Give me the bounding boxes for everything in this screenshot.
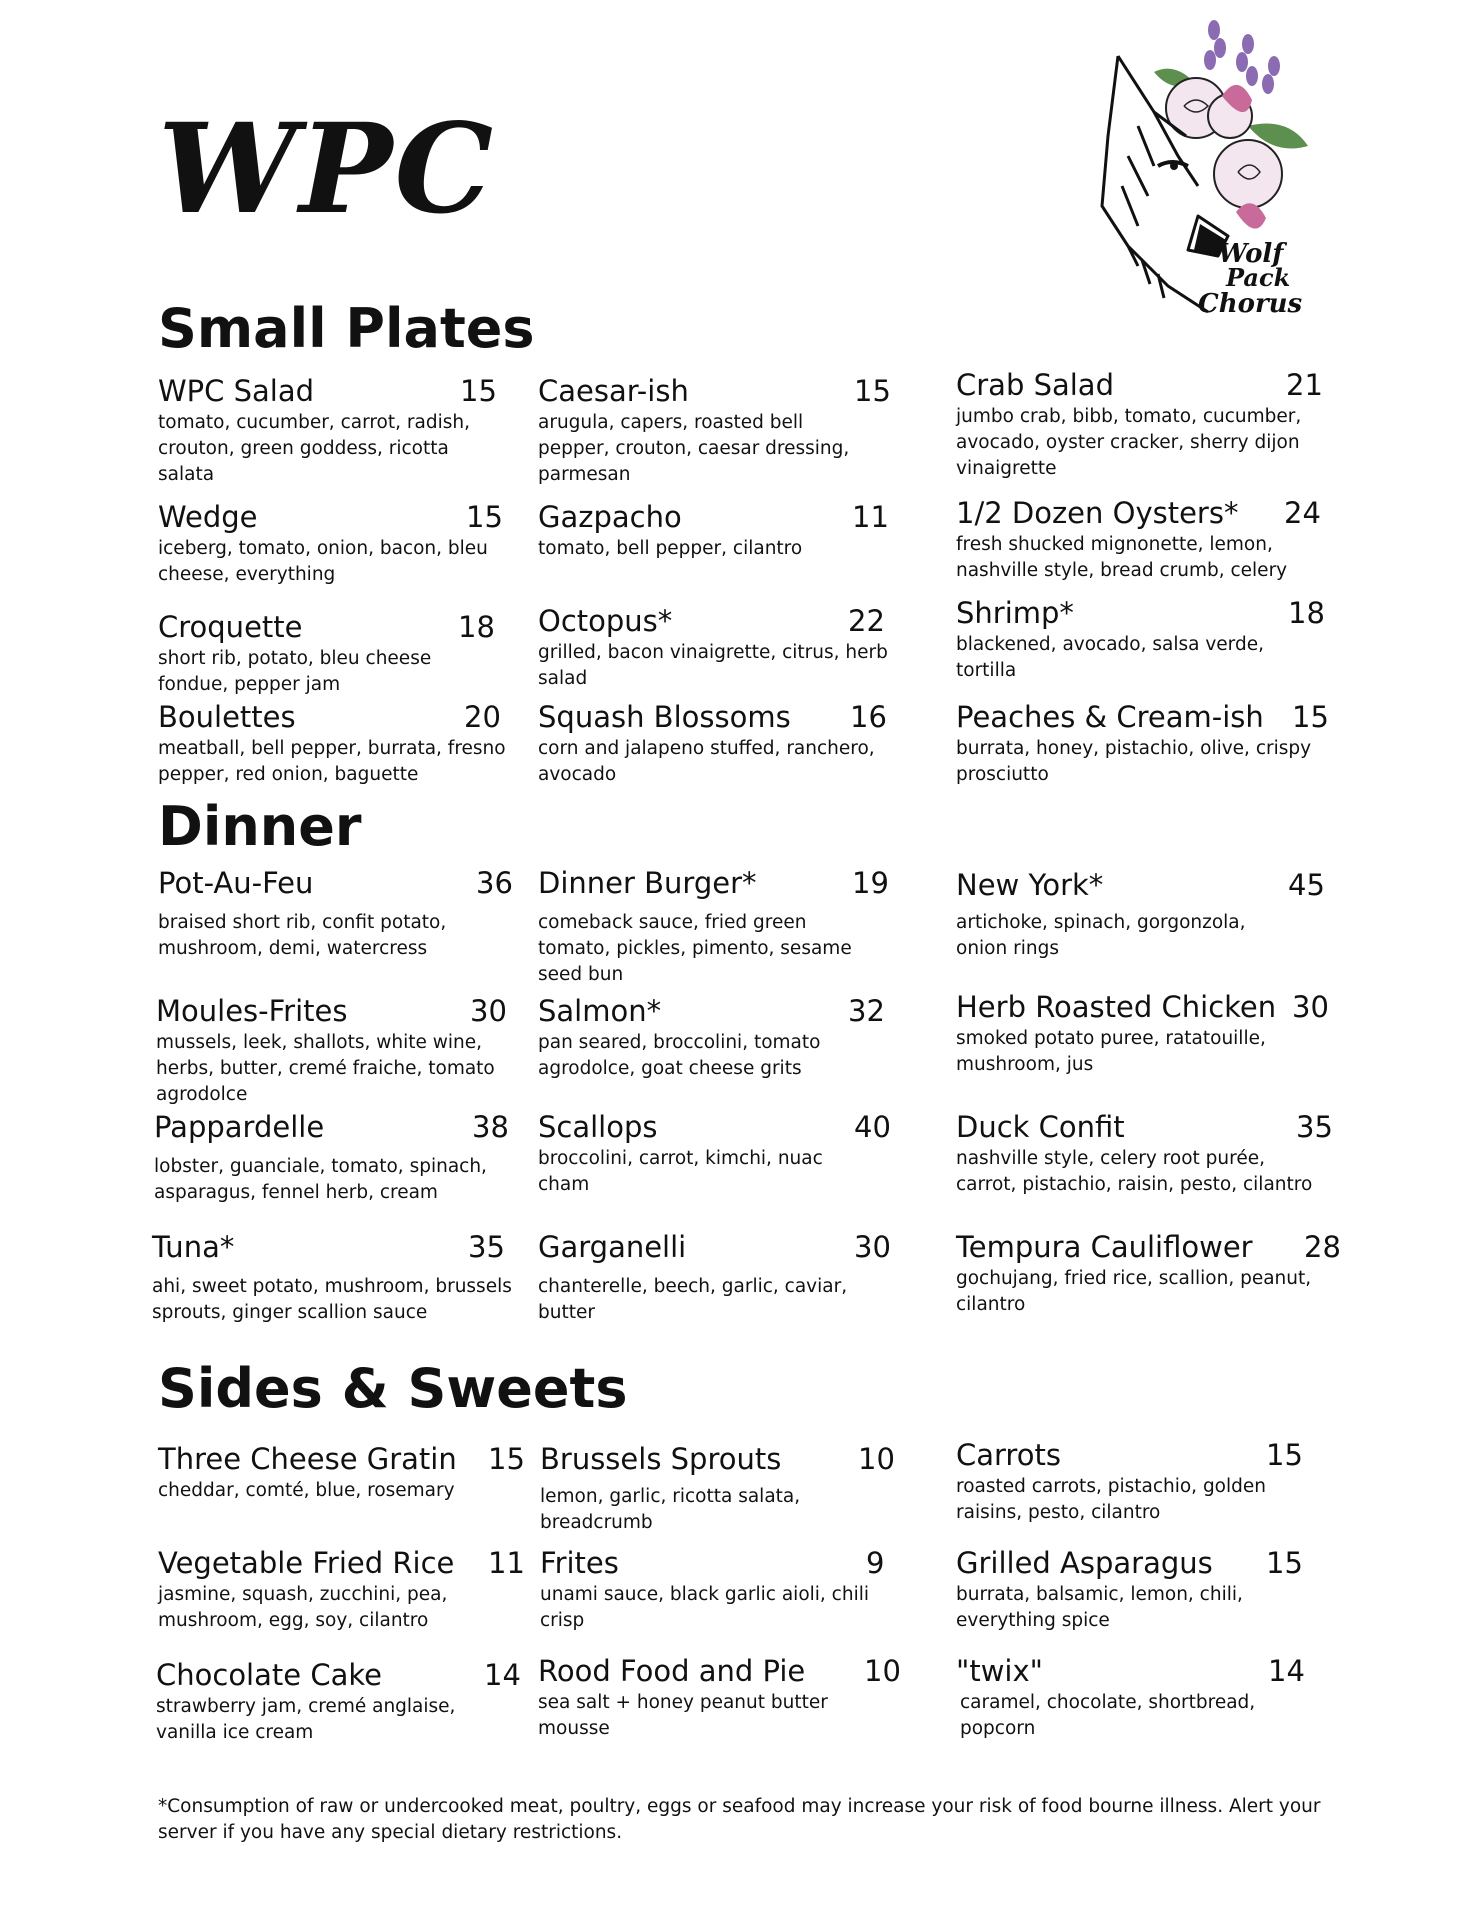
item-price: 30 <box>470 994 507 1028</box>
item-name: Shrimp* <box>956 596 1074 630</box>
item-name: WPC Salad <box>158 374 315 408</box>
item-description: mussels, leek, shallots, white wine, herbs, butter, cremé fraiche, tomato agrodolce <box>156 1032 495 1105</box>
item-name: 1/2 Dozen Oysters* <box>956 496 1239 530</box>
item-price: 28 <box>1304 1230 1341 1264</box>
item-name: Pappardelle <box>154 1110 325 1144</box>
item-price: 21 <box>1286 368 1323 402</box>
item-name: Gazpacho <box>538 500 682 534</box>
item-name: Scallops <box>538 1110 658 1144</box>
menu-item-peaches-cream <box>956 700 1336 788</box>
menu-item-garganelli <box>538 1230 891 1326</box>
small-plates-heading: Small Plates <box>158 297 535 360</box>
item-description: jumbo crab, bibb, tomato, cucumber, avocado, oyster cracker, sherry dijon vinaigrette <box>956 406 1302 479</box>
item-name: Crab Salad <box>956 368 1114 402</box>
item-description: smoked potato puree, ratatouille, mushroom, jus <box>956 1028 1266 1075</box>
item-name: Grilled Asparagus <box>956 1546 1213 1580</box>
item-price: 15 <box>1266 1438 1303 1472</box>
item-name: Tempura Cauliflower <box>956 1230 1253 1264</box>
item-description: nashville style, celery root purée, carrot, pistachio, raisin, pesto, cilantro <box>956 1148 1313 1195</box>
item-price: 35 <box>468 1230 505 1264</box>
item-price: 19 <box>852 866 889 900</box>
item-description: ahi, sweet potato, mushroom, brussels sprouts, ginger scallion sauce <box>152 1276 512 1323</box>
menu-item-brussels-sprouts <box>540 1442 895 1536</box>
menu-item-twix <box>956 1654 1305 1742</box>
item-description: sea salt + honey peanut butter mousse <box>538 1692 828 1739</box>
item-price: 38 <box>472 1110 509 1144</box>
item-description: lemon, garlic, ricotta salata, breadcrumb <box>540 1486 801 1533</box>
item-price: 35 <box>1296 1110 1333 1144</box>
menu-item-octopus <box>538 604 898 692</box>
menu-item-rood-food-and-pie <box>538 1654 901 1742</box>
item-name: Moules-Frites <box>156 994 348 1028</box>
wolf-pack-chorus-logo <box>1098 16 1324 322</box>
wolf-flower-icon <box>1098 16 1324 322</box>
item-price: 20 <box>464 700 501 734</box>
item-price: 14 <box>1268 1654 1305 1688</box>
item-description: corn and jalapeno stuffed, ranchero, avocado <box>538 738 875 785</box>
item-name: Pot-Au-Feu <box>158 866 314 900</box>
item-description: artichoke, spinach, gorgonzola, onion rings <box>956 912 1246 959</box>
item-name: Vegetable Fried Rice <box>158 1546 455 1580</box>
item-description: gochujang, fried rice, scallion, peanut, cilantro <box>956 1268 1312 1315</box>
menu-item-scallops <box>538 1110 891 1198</box>
menu-item-wpc-salad <box>158 374 498 488</box>
item-description: short rib, potato, bleu cheese fondue, pepper jam <box>158 648 432 695</box>
dinner-heading: Dinner <box>158 795 362 858</box>
menu-item-vegetable-fried-rice <box>158 1546 528 1634</box>
item-description: blackened, avocado, salsa verde, tortilla <box>956 634 1264 681</box>
allergy-disclaimer: *Consumption of raw or undercooked meat, poultry, eggs or seafood may increase your risk of food bourne illness. Alert your server if you have any special dietary restrictions. <box>158 1796 1321 1843</box>
menu-item-carrots <box>956 1438 1303 1526</box>
item-name: Boulettes <box>158 700 296 734</box>
item-name: Frites <box>540 1546 619 1580</box>
item-name: Croquette <box>158 610 303 644</box>
sides-sweets-heading: Sides & Sweets <box>158 1357 628 1420</box>
item-description: lobster, guanciale, tomato, spinach, asparagus, fennel herb, cream <box>154 1156 487 1203</box>
menu-item-chocolate-cake <box>156 1658 521 1746</box>
item-price: 10 <box>864 1654 901 1688</box>
menu-item-tempura-cauliflower <box>956 1230 1341 1318</box>
item-price: 11 <box>852 500 889 534</box>
item-price: 18 <box>1288 596 1325 630</box>
menu-item-croquette <box>158 610 498 698</box>
item-price: 11 <box>488 1546 525 1580</box>
item-description: tomato, bell pepper, cilantro <box>538 538 803 559</box>
item-price: 22 <box>848 604 885 638</box>
menu-item-pot-au-feu <box>158 866 513 962</box>
item-price: 24 <box>1284 496 1321 530</box>
item-description: fresh shucked mignonette, lemon, nashville style, bread crumb, celery <box>956 534 1288 581</box>
item-name: Three Cheese Gratin <box>158 1442 457 1476</box>
menu-item-new-york <box>956 868 1325 962</box>
menu-item-gazpacho <box>538 500 889 562</box>
svg-text:Wolf: Wolf <box>1218 239 1284 269</box>
item-description: strawberry jam, cremé anglaise, vanilla ice cream <box>156 1696 456 1743</box>
item-price: 15 <box>460 374 497 408</box>
menu-item-shrimp <box>956 596 1325 684</box>
menu-item-tuna <box>152 1230 522 1326</box>
svg-text:Chorus: Chorus <box>1198 289 1303 319</box>
restaurant-wordmark: WPC <box>158 97 496 242</box>
item-description: iceberg, tomato, onion, bacon, bleu cheese, everything <box>158 538 488 585</box>
menu-item-wedge <box>158 500 503 588</box>
item-description: tomato, cucumber, carrot, radish, crouton, green goddess, ricotta salata <box>158 412 470 485</box>
item-name: Octopus* <box>538 604 673 638</box>
menu-item-pappardelle <box>154 1110 514 1206</box>
item-description: pan seared, broccolini, tomato agrodolce, goat cheese grits <box>538 1032 821 1079</box>
menu-item-oysters <box>956 496 1321 584</box>
menu-item-crab-salad <box>956 368 1326 482</box>
item-name: Peaches & Cream-ish <box>956 700 1264 734</box>
item-name: Rood Food and Pie <box>538 1654 806 1688</box>
item-price: 16 <box>850 700 887 734</box>
item-name: Brussels Sprouts <box>540 1442 782 1476</box>
item-price: 15 <box>1266 1546 1303 1580</box>
item-description: roasted carrots, pistachio, golden raisins, pesto, cilantro <box>956 1476 1266 1523</box>
menu-item-salmon <box>538 994 885 1082</box>
item-price: 40 <box>854 1110 891 1144</box>
menu-item-squash-blossoms <box>538 700 898 788</box>
item-description: braised short rib, confit potato, mushroom, demi, watercress <box>158 912 447 959</box>
menu-item-dinner-burger <box>538 866 889 988</box>
item-price: 36 <box>476 866 513 900</box>
item-price: 30 <box>1292 990 1329 1024</box>
item-name: "twix" <box>956 1654 1043 1688</box>
svg-text:Pack: Pack <box>1226 263 1291 292</box>
item-name: Carrots <box>956 1438 1061 1472</box>
item-price: 18 <box>458 610 495 644</box>
menu-item-three-cheese-gratin <box>158 1442 525 1504</box>
menu-item-boulettes <box>158 700 518 788</box>
item-name: Tuna* <box>152 1230 235 1264</box>
item-price: 30 <box>854 1230 891 1264</box>
item-price: 15 <box>854 374 891 408</box>
item-price: 10 <box>858 1442 895 1476</box>
item-name: New York* <box>956 868 1104 902</box>
item-description: caramel, chocolate, shortbread, popcorn <box>960 1692 1256 1739</box>
item-name: Duck Confit <box>956 1110 1125 1144</box>
item-name: Garganelli <box>538 1230 687 1264</box>
item-price: 14 <box>484 1658 521 1692</box>
item-description: jasmine, squash, zucchini, pea, mushroom, egg, soy, cilantro <box>158 1584 448 1631</box>
item-name: Salmon* <box>538 994 662 1028</box>
item-price: 15 <box>1292 700 1329 734</box>
item-description: comeback sauce, fried green tomato, pickles, pimento, sesame seed bun <box>538 912 852 985</box>
item-description: burrata, honey, pistachio, olive, crispy prosciutto <box>956 738 1312 785</box>
item-description: cheddar, comté, blue, rosemary <box>158 1480 455 1501</box>
item-name: Dinner Burger* <box>538 866 757 900</box>
item-description: chanterelle, beech, garlic, caviar, butter <box>538 1276 848 1323</box>
item-name: Chocolate Cake <box>156 1658 382 1692</box>
item-price: 15 <box>488 1442 525 1476</box>
item-name: Caesar-ish <box>538 374 689 408</box>
item-name: Wedge <box>158 500 258 534</box>
item-name: Herb Roasted Chicken <box>956 990 1277 1024</box>
item-description: unami sauce, black garlic aioli, chili crisp <box>540 1584 869 1631</box>
item-description: burrata, balsamic, lemon, chili, everything spice <box>956 1584 1243 1631</box>
menu-item-moules-frites <box>156 994 506 1108</box>
menu-item-caesar-ish <box>538 374 891 488</box>
item-price: 9 <box>866 1546 885 1580</box>
item-description: meatball, bell pepper, burrata, fresno pepper, red onion, baguette <box>158 738 506 785</box>
item-price: 45 <box>1288 868 1325 902</box>
item-description: grilled, bacon vinaigrette, citrus, herb salad <box>538 642 888 689</box>
menu-item-frites <box>540 1546 890 1634</box>
menu-item-grilled-asparagus <box>956 1546 1303 1634</box>
item-price: 32 <box>848 994 885 1028</box>
item-description: arugula, capers, roasted bell pepper, crouton, caesar dressing, parmesan <box>538 412 850 485</box>
menu-item-herb-roasted-chicken <box>956 990 1336 1078</box>
item-name: Squash Blossoms <box>538 700 791 734</box>
item-price: 15 <box>466 500 503 534</box>
item-description: broccolini, carrot, kimchi, nuac cham <box>538 1148 823 1195</box>
menu-item-duck-confit <box>956 1110 1333 1198</box>
